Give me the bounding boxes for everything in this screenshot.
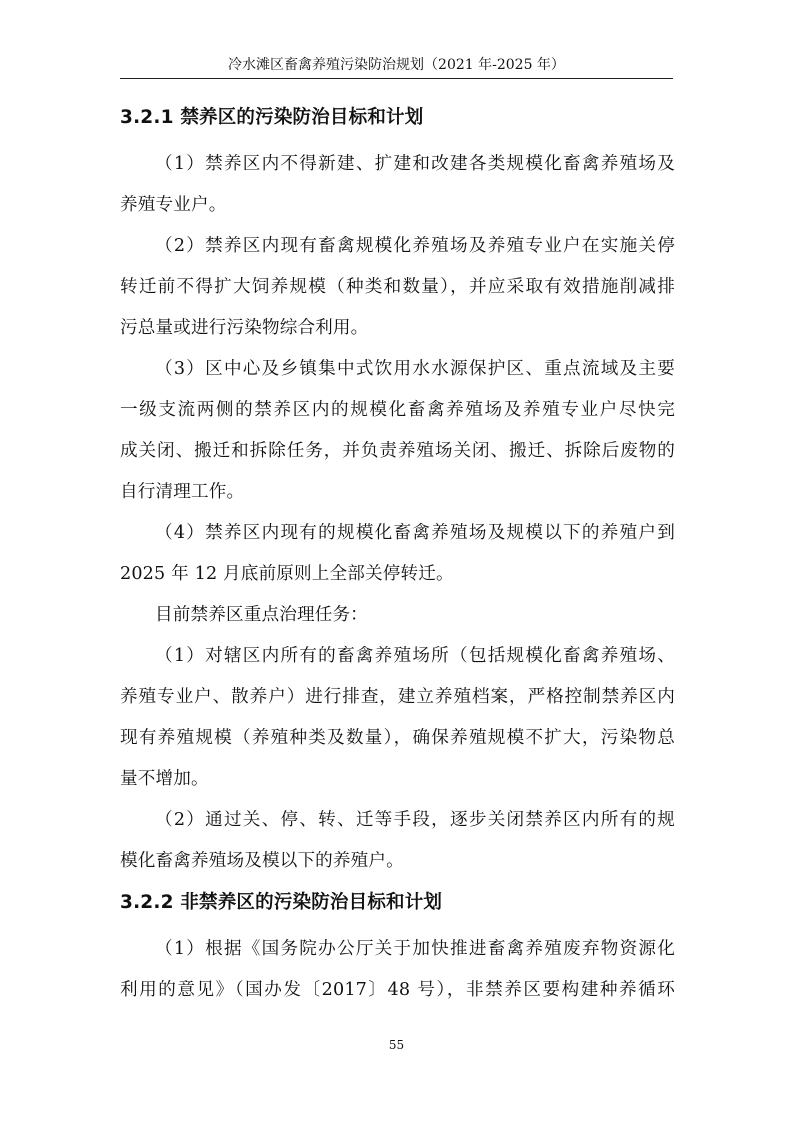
- text-line: 养殖专业户。: [120, 195, 227, 215]
- paragraph-2025-deadline: [120, 513, 675, 595]
- section-heading-3-2-2: 3.2.2 非禁养区的污染防治目标和计划: [120, 892, 443, 913]
- text-line: 转迁前不得扩大饲养规模（种类和数量），并应采取有效措施削减排: [120, 277, 675, 297]
- running-header: 冷水滩区畜禽养殖污染防治规划（2021 年-2025 年）: [228, 57, 565, 73]
- text-line: 量不增加。: [120, 769, 209, 789]
- text-line: 一级支流两侧的禁养区内的规模化畜禽养殖场及养殖专业户尽快完: [120, 400, 675, 420]
- page-body: [120, 100, 675, 1011]
- tasks-intro: 目前禁养区重点治理任务：: [155, 605, 368, 625]
- text-line: （4）禁养区内现有的规模化畜禽养殖场及规模以下的养殖户到: [155, 523, 675, 543]
- paragraph-state-council-opinion: [120, 929, 675, 1011]
- text-line: 成关闭、搬迁和拆除任务，并负责养殖场关闭、搬迁、拆除后废物的: [120, 441, 675, 461]
- header-rule: [120, 78, 673, 79]
- paragraph-task-closure: [120, 800, 675, 882]
- text-line: （1）根据《国务院办公厅关于加快推进畜禽养殖废弃物资源化: [155, 939, 675, 959]
- paragraph-no-expansion: [120, 226, 675, 349]
- text-line: 现有养殖规模（养殖种类及数量），确保养殖规模不扩大，污染物总: [120, 728, 675, 748]
- section-heading-3-2-1: 3.2.1 禁养区的污染防治目标和计划: [120, 107, 424, 128]
- text-line: 利用的意见》（国办发〔2017〕48 号），非禁养区要构建种养循环: [120, 980, 675, 1000]
- text-line: （3）区中心及乡镇集中式饮用水水源保护区、重点流域及主要: [155, 359, 675, 379]
- text-line: （1）对辖区内所有的畜禽养殖场所（包括规模化畜禽养殖场、: [155, 646, 675, 666]
- text-line: 养殖专业户、散养户）进行排查，建立养殖档案，严格控制禁养区内: [120, 687, 675, 707]
- text-line: （2）通过关、停、转、迁等手段，逐步关闭禁养区内所有的规: [155, 810, 675, 830]
- paragraph-water-source-protection: [120, 349, 675, 513]
- text-line: 模化畜禽养殖场及模以下的养殖户。: [120, 851, 404, 871]
- paragraph-task-survey: [120, 636, 675, 800]
- paragraph-ban-new-build: [120, 144, 675, 226]
- page-number: 55: [388, 1038, 405, 1052]
- text-line: 自行清理工作。: [120, 482, 245, 502]
- text-line: 污总量或进行污染物综合利用。: [120, 318, 369, 338]
- text-line: （1）禁养区内不得新建、扩建和改建各类规模化畜禽养殖场及: [155, 154, 675, 174]
- text-line: 2025 年 12 月底前原则上全部关停转迁。: [120, 564, 454, 584]
- text-line: （2）禁养区内现有畜禽规模化养殖场及养殖专业户在实施关停: [155, 236, 675, 256]
